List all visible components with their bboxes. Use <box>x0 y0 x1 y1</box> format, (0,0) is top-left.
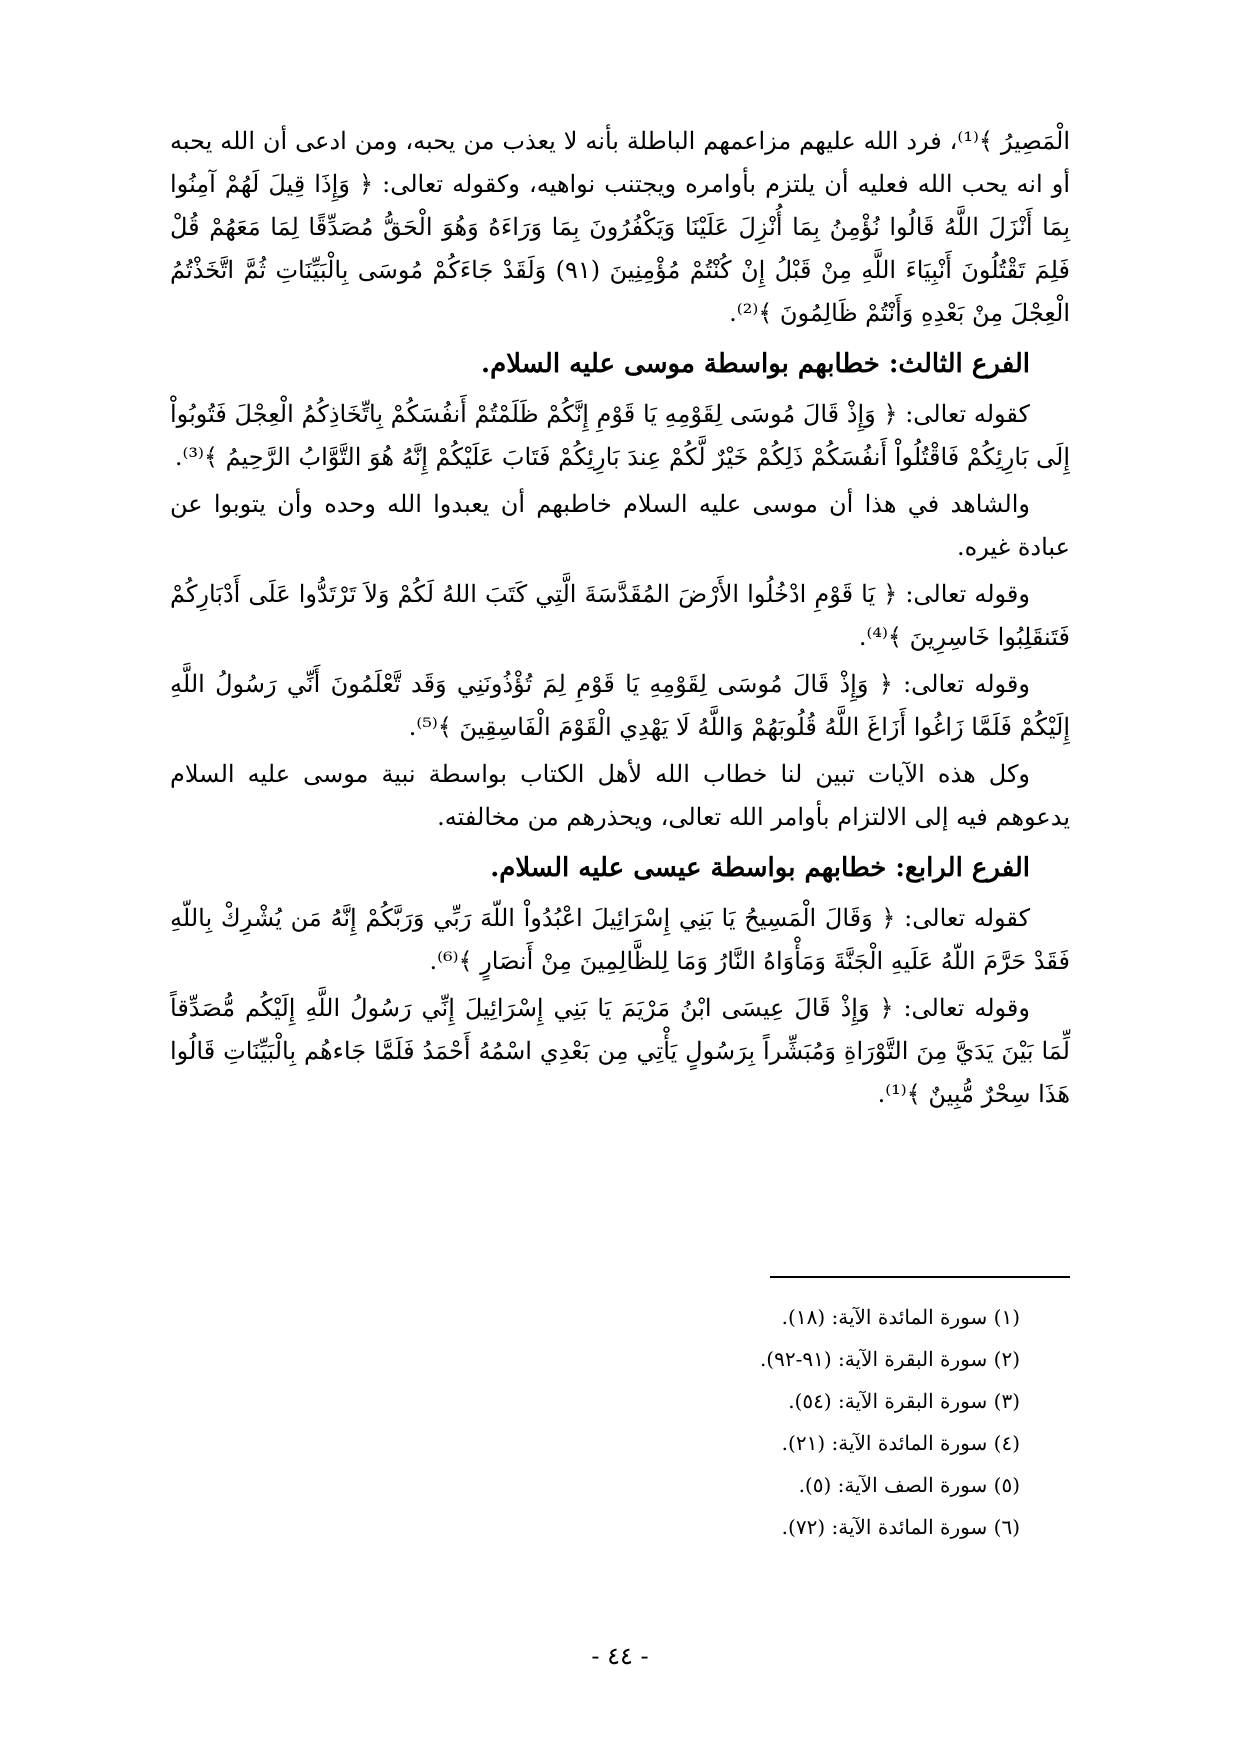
paragraph-5: وقوله تعالى: ﴿ وَإِذْ قَالَ مُوسَى لِقَوْمِهِ يَا قَوْمِ لِمَ تُؤْذُونَنِي وَقَد تَّعْلَمُونَ أَنِّي رَسُولُ اللَّهِ إِلَيْكُمْ فَلَمَّا زَاغُوا أَزَاغَ اللَّهُ قُلُوبَهُمْ وَاللَّهُ لَا يَهْدِي الْقَوْمَ الْفَاسِقِينَ ﴾⁽⁵⁾. <box>170 670 1070 741</box>
footnote-4: (٤) سورة المائدة الآية: (٢١). <box>781 1431 1020 1455</box>
footnotes-list <box>760 1296 1020 1548</box>
section-heading-4: الفرع الرابع: خطابهم بواسطة عيسى عليه السلام. <box>490 853 1030 883</box>
footnote-divider <box>770 1276 1070 1278</box>
footnote-6: (٦) سورة المائدة الآية: (٧٢). <box>781 1515 1020 1539</box>
paragraph-6: وكل هذه الآيات تبين لنا خطاب الله لأهل الكتاب بواسطة نبية موسى عليه السلام يدعوهم فيه إلى الالتزام بأوامر الله تعالى، ويحذرهم من مخالفته. <box>170 760 1070 831</box>
section-heading-3: الفرع الثالث: خطابهم بواسطة موسى عليه السلام. <box>481 349 1030 379</box>
page-number: - ٤٤ - <box>591 1642 649 1670</box>
paragraph-3: والشاهد في هذا أن موسى عليه السلام خاطبهم أن يعبدوا الله وحده وأن يتوبوا عن عبادة غيره. <box>170 490 1070 561</box>
footnote-3: (٣) سورة البقرة الآية: (٥٤). <box>788 1389 1020 1413</box>
footnote-2: (٢) سورة البقرة الآية: (٩١-٩٢). <box>759 1347 1020 1371</box>
footnote-1: (١) سورة المائدة الآية: (١٨). <box>781 1305 1020 1329</box>
footnote-5: (٥) سورة الصف الآية: (٥). <box>798 1473 1020 1497</box>
paragraph-2: كقوله تعالى: ﴿ وَإِذْ قَالَ مُوسَى لِقَوْمِهِ يَا قَوْمِ إِنَّكُمْ ظَلَمْتُمْ أَنفُسَكُمْ بِاتِّخَاذِكُمُ الْعِجْلَ فَتُوبُواْ إِلَى بَارِئِكُمْ فَاقْتُلُواْ أَنفُسَكُمْ ذَلِكُمْ خَيْرٌ لَّكُمْ عِندَ بَارِئِكُمْ فَتَابَ عَلَيْكُمْ إِنَّهُ هُوَ التَّوَّابُ الرَّحِيمُ ﴾⁽³⁾. <box>170 400 1070 471</box>
paragraph-7: كقوله تعالى: ﴿ وَقَالَ الْمَسِيحُ يَا بَنِي إِسْرَائِيلَ اعْبُدُواْ اللّهَ رَبِّي وَرَبَّكُمْ إِنَّهُ مَن يُشْرِكْ بِاللّهِ فَقَدْ حَرَّمَ اللّهُ عَلَيهِ الْجَنَّةَ وَمَأْوَاهُ النَّارُ وَمَا لِلظَّالِمِينَ مِنْ أَنصَارٍ ﴾⁽⁶⁾. <box>170 904 1070 975</box>
page-body <box>170 120 1070 1120</box>
paragraph-1: الْمَصِيرُ ﴾⁽¹⁾، فرد الله عليهم مزاعمهم الباطلة بأنه لا يعذب من يحبه، ومن ادعى أن الله يحبه أو انه يحب الله فعليه أن يلتزم بأوامره ويجتنب نواهيه، وكقوله تعالى: ﴿ وَإِذَا قِيلَ لَهُمْ آمِنُوا بِمَا أَنْزَلَ اللَّهُ قَالُوا نُؤْمِنُ بِمَا أُنْزِلَ عَلَيْنَا وَيَكْفُرُونَ بِمَا وَرَاءَهُ وَهُوَ الْحَقُّ مُصَدِّقًا لِمَا مَعَهُمْ قُلْ فَلِمَ تَقْتُلُونَ أَنْبِيَاءَ اللَّهِ مِنْ قَبْلُ إِنْ كُنْتُمْ مُؤْمِنِينَ (٩١) وَلَقَدْ جَاءَكُمْ مُوسَى بِالْبَيِّنَاتِ ثُمَّ اتَّخَذْتُمُ الْعِجْلَ مِنْ بَعْدِهِ وَأَنْتُمْ ظَالِمُونَ ﴾⁽²⁾. <box>170 127 1071 327</box>
paragraph-8: وقوله تعالى: ﴿ وَإِذْ قَالَ عِيسَى ابْنُ مَرْيَمَ يَا بَنِي إِسْرَائِيلَ إِنِّي رَسُولُ اللَّهِ إِلَيْكُم مُّصَدِّقاً لِّمَا بَيْنَ يَدَيَّ مِنَ التَّوْرَاةِ وَمُبَشِّراً بِرَسُولٍ يَأْتِي مِن بَعْدِي اسْمُهُ أَحْمَدُ فَلَمَّا جَاءهُم بِالْبَيِّنَاتِ قَالُوا هَذَا سِحْرٌ مُّبِينٌ ﴾⁽¹⁾. <box>170 994 1070 1108</box>
paragraph-4: وقوله تعالى: ﴿ يَا قَوْمِ ادْخُلُوا الأَرْضَ المُقَدَّسَةَ الَّتِي كَتَبَ اللهُ لَكُمْ وَلاَ تَرْتَدُّوا عَلَى أَدْبَارِكُمْ فَتَنقَلِبُوا خَاسِرِينَ ﴾⁽⁴⁾. <box>170 580 1070 651</box>
